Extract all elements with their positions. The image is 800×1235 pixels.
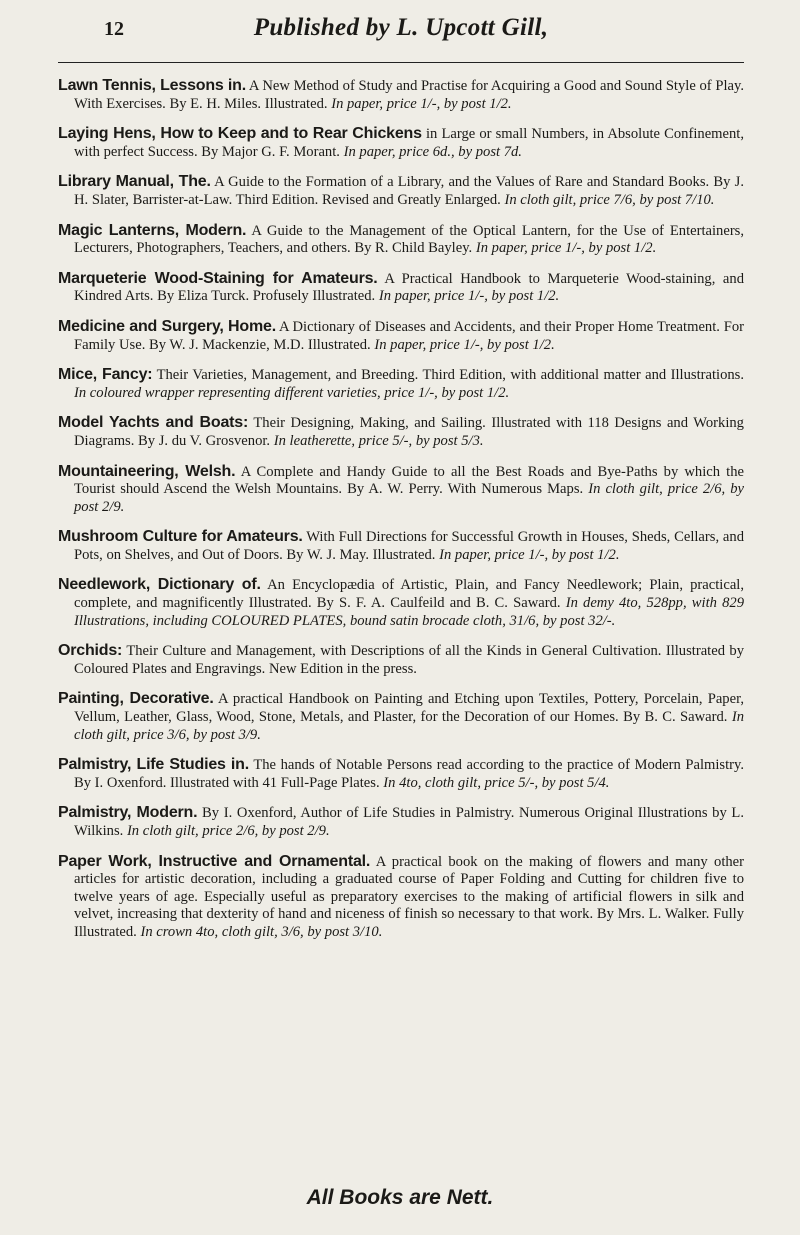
entry-title: Marqueterie Wood-Staining for Amateurs. — [58, 269, 378, 287]
entry-title: Mushroom Culture for Amateurs. — [58, 528, 303, 546]
catalogue-entry — [58, 642, 744, 678]
entry-price: In paper, price 1/-, by post 1/2. — [439, 546, 620, 563]
entry-list — [58, 77, 744, 942]
entry-title: Mice, Fancy: — [58, 366, 153, 384]
entry-description: A Complete and Handy Guide to all the Best Roads and Bye-Paths by which the Tourist should Ascend the Welsh Mountains. By A. W. Perry. With Numerous Maps. — [74, 463, 745, 498]
entry-price: In cloth gilt, price 3/6, by post 3/9. — [74, 709, 744, 743]
entry-description: A Guide to the Management of the Optical Lantern, for the Use of Entertainers, Lecturers, Photographers, Teachers, and others. By R. Child Bayley. — [74, 222, 745, 257]
entry-price: In 4to, cloth gilt, price 5/-, by post 5/4. — [383, 774, 610, 791]
entry-title: Painting, Decorative. — [58, 690, 214, 708]
entry-price: In cloth gilt, price 2/6, by post 2/9. — [126, 823, 330, 839]
entry-title: Palmistry, Life Studies in. — [58, 756, 249, 774]
entry-title: Model Yachts and Boats: — [58, 414, 249, 432]
entry-description: An Encyclopædia of Artistic, Plain, and Fancy Needlework; Plain, practical, complete, and magnificently Illustrated. By S. F. A. Caulfeild and B. C. Saward. — [74, 577, 744, 612]
entry-title: Orchids: — [58, 642, 123, 660]
entry-price: In crown 4to, cloth gilt, 3/6, by post 3/10. — [140, 923, 383, 940]
catalogue-entry — [58, 804, 744, 840]
entry-description: Their Varieties, Management, and Breeding. Third Edition, with additional matter and Illustrations. — [156, 367, 744, 384]
catalogue-entry — [58, 270, 744, 306]
catalogue-entry — [58, 222, 744, 258]
entry-description: By I. Oxenford, Author of Life Studies in Palmistry. Numerous Original Illustrations by L. Wilkins. — [74, 805, 744, 839]
entry-title: Mountaineering, Welsh. — [58, 462, 236, 480]
catalogue-entry — [58, 77, 744, 113]
entry-title: Paper Work, Instructive and Ornamental. — [58, 852, 371, 870]
entry-description: A Guide to the Formation of a Library, and the Values of Rare and Standard Books. By J. H. Slater, Barrister-at-Law. Third Edition. Revised and Greatly Enlarged. — [74, 174, 744, 208]
entry-description: A Dictionary of Diseases and Accidents, and their Proper Home Treatment. For Family Use. By W. J. Mackenzie, M.D. Illustrated. — [74, 318, 745, 353]
entry-description: The hands of Notable Persons read according to the practice of Modern Palmistry. By I. Oxenford. Illustrated with 41 Full-Page Plates. — [74, 757, 744, 791]
entry-title: Magic Lanterns, Modern. — [58, 221, 247, 239]
catalogue-entry — [58, 318, 744, 354]
entry-price: In paper, price 1/-, by post 1/2. — [374, 336, 555, 353]
entry-description: A New Method of Study and Practise for Acquiring a Good and Sound Style of Play. With Exercises. By E. H. Miles. Illustrated. — [74, 78, 745, 112]
entry-title: Needlework, Dictionary of. — [58, 576, 261, 594]
running-title: Published by L. Upcott Gill, — [253, 14, 549, 41]
catalogue-entry — [58, 463, 744, 517]
entry-description: Their Designing, Making, and Sailing. Illustrated with 118 Designs and Working Diagrams. By J. du V. Grosvenor. — [74, 415, 744, 449]
catalogue-entry — [58, 690, 744, 744]
catalogue-entry — [58, 414, 744, 450]
entry-price: In paper, price 1/-, by post 1/2. — [378, 288, 560, 305]
entry-title: Lawn Tennis, Lessons in. — [58, 77, 246, 94]
entry-description: A practical Handbook on Painting and Etching upon Textiles, Pottery, Porcelain, Paper, Vellum, Leather, Glass, Wood, Stone, Metals, and Plaster, for the Decoration of our Homes. By B. C. Saward. — [74, 691, 744, 726]
entry-title: Palmistry, Modern. — [58, 804, 198, 822]
catalogue-entry — [58, 853, 744, 942]
entry-price: In paper, price 1/-, by post 1/2. — [475, 240, 657, 257]
catalogue-entry — [58, 756, 744, 792]
entry-price: In cloth gilt, price 2/6, by post 2/9. — [74, 481, 745, 515]
entry-description: in Large or small Numbers, in Absolute Confinement, with perfect Success. By Major G. F. Morant. — [74, 126, 745, 160]
catalogue-entry — [58, 528, 744, 564]
catalogue-entry — [58, 173, 744, 209]
page-number: 12 — [104, 18, 124, 40]
catalogue-entry — [58, 125, 744, 161]
catalogue-entry — [58, 366, 744, 402]
entry-description: Their Culture and Management, with Descriptions of all the Kinds in General Cultivation. Illustrated by Coloured Plates and Engravings. New Edition in the press. — [74, 643, 744, 677]
entry-title: Medicine and Surgery, Home. — [58, 317, 276, 335]
page-header — [58, 0, 744, 63]
entry-description: A Practical Handbook to Marqueterie Wood-staining, and Kindred Arts. By Eliza Turck. Profusely Illustrated. — [74, 270, 745, 305]
entry-price: In coloured wrapper representing different varieties, price 1/-, by post 1/2. — [74, 384, 510, 401]
footer-note: All Books are Nett. — [306, 1186, 494, 1209]
entry-price: In leatherette, price 5/-, by post 5/3. — [273, 432, 484, 449]
entry-price: In paper, price 6d., by post 7d. — [343, 143, 522, 160]
entry-price: In paper, price 1/-, by post 1/2. — [331, 95, 512, 112]
entry-price: In demy 4to, 528pp, with 829 Illustrations, including COLOURED PLATES, bound satin brocade cloth, 31/6, by post 32/-. — [74, 595, 744, 629]
entry-description: A practical book on the making of flowers and many other articles for artistic decoration, including a graduated course of Paper Folding and Cutting for children five to twelve years of age. Especially useful as preparatory exercises to the making of artificial flowers in silk and velvet, increasing that dexterity of hand and niceness of finish so necessary to that work. By Mrs. L. Walker. Fully Illustrated. — [74, 853, 745, 940]
entry-price: In cloth gilt, price 7/6, by post 7/10. — [504, 191, 715, 208]
entry-title: Laying Hens, How to Keep and to Rear Chickens — [58, 125, 422, 143]
entry-description: With Full Directions for Successful Growth in Houses, Sheds, Cellars, and Pots, on Shelves, and Out of Doors. By W. J. May. Illustrated. — [74, 529, 744, 563]
catalogue-entry — [58, 576, 744, 630]
entry-title: Library Manual, The. — [58, 173, 211, 191]
